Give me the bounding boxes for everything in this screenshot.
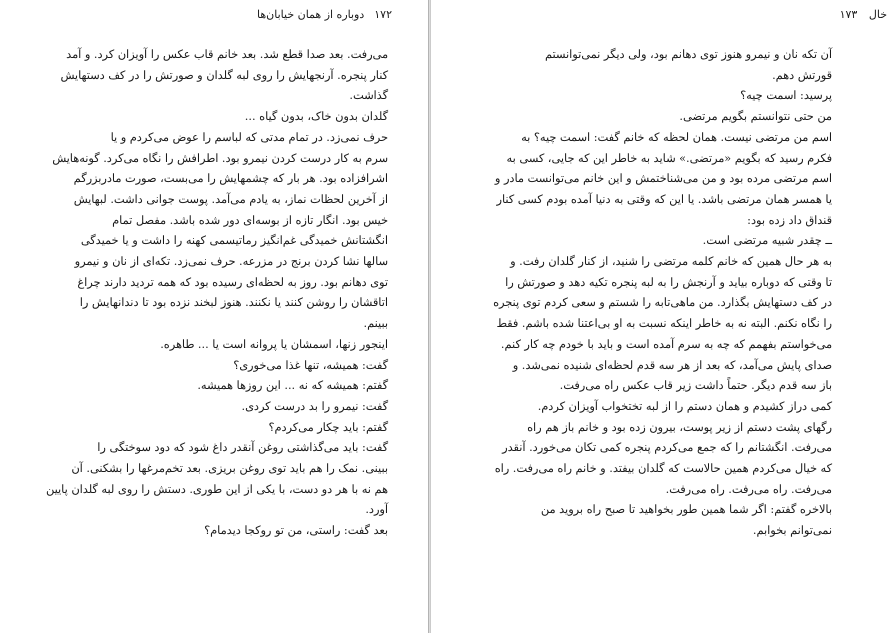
left-page-number: ۱۷۲ [374, 8, 392, 21]
left-page-text: می‌رفت. بعد صدا قطع شد. بعد خانم قاب عکس را آویزان کرد. و آمد کنار پنجره. آرنجهایش را روی لبه گلدان و صورتش را در کف دستهایش گذاشت. گلدان بدون خاک، بدون گیاه ... حرف نمی‌زد. در تمام مدتی که لباسم را عوض می‌کردم و یا سرم به کار درست کردن نیمرو بود. اطرافش را نگاه می‌کرد. گونه‌هایش اشرافزاده بود. هر بار که چشمهایش را می‌بست، صورت مادربزرگم از آخرین لحظات نماز، به یادم می‌آمد. پوست جوانی داشت. لبهایش خیس بود. انگار تازه از بوسه‌ای دور شده باشد. مفصل تمام انگشتانش خمیدگی غم‌انگیز رماتیسمی کهنه را داشت و یا خمیدگی سالها نشا کردن برنج در مزرعه. حرف نمی‌زد. تکه‌ای از نان و نیمرو توی دهانم بود. روز به لحظه‌ای رسیده بود که همه تردید دارند چراغ اتاقشان را روشن کنند یا نکنند. هنوز لبخند نزده بود تا دندانهایش را ببینم. اینجور زنها، اسمشان یا پروانه است یا ... طاهره. گفت: همیشه، تنها غذا می‌خوری؟ گفتم: همیشه که نه ... این روزها همیشه. گفت: نیمرو را بد درست کردی. گفتم: باید چکار می‌کردم؟ گفت: باید می‌گذاشتی روغن آنقدر داغ شود که دود سوختگی را ببینی. نمک را هم باید توی روغن بریزی. بعد تخم‌مرغها را بشکنی. آن هم نه با هر دو دست، با یکی از این طوری. دستش را روی لبه گلدان پایین آورد. بعد گفت: راستی، من تو روکجا دیدمام؟ [46, 48, 388, 538]
right-page-text: آن تکه نان و نیمرو هنوز توی دهانم بود، ولی دیگر نمی‌توانستم قورتش دهم. پرسید: اسمت چیه؟ من حتی نتوانستم بگویم مرتضی. اسم من مرتضی نیست. همان لحظه که خانم گفت: اسمت چیه؟ به فکرم رسید که بگویم «مرتضی.» شاید به خاطر این که جایی، کسی به اسم مرتضی مرده بود و من می‌شناختمش و این خانم می‌توانست مادر و یا همسر همان مرتضی باشد. یا این که وقتی به دنیا آمده بودم کسی کنار قنداق داد زده بود: ــ چقدر شبیه مرتضی است. به هر حال همین که خانم کلمه مرتضی را شنید، از کنار گلدان رفت. و تا وقتی که دوباره بیاید و آرنجش را به لبه پنجره تکیه دهد و صورتش را در کف دستهایش بگذارد. من ماهی‌تابه را شستم و سعی کردم توی پنجره را نگاه نکنم. البته نه به خاطر اینکه نسبت به او بی‌اعتنا شده باشم. فقط می‌خواستم بفهمم که چه به سرم آمده است و باید با خودم چه کار کنم. صدای پایش می‌آمد، که بعد از هر سه قدم لحظه‌ای شنیده نمی‌شد. و باز سه قدم دیگر. حتماً داشت زیر قاب عکس راه می‌رفت. کمی دراز کشیدم و همان دستم را از لبه تختخواب آویزان کردم. رگهای پشت دستم از زیر پوست، بیرون زده بود و خانم باز هم راه می‌رفت. انگشتانم را که جمع می‌کردم پنجره کمی تکان می‌خورد. آنقدر که خیال می‌کردم همین حالاست که گلدان بیفتد. و خانم راه می‌رفت. راه می‌رفت. راه می‌رفت. راه می‌رفت. بالاخره گفتم: اگر شما همین طور بخواهید تا صبح راه بروید من نمی‌توانم بخوابم. [493, 48, 832, 538]
right-page [431, 0, 887, 633]
right-running-title: خال [868, 8, 887, 21]
left-page-header [240, 8, 392, 22]
left-page [0, 0, 428, 633]
right-page-header [487, 8, 887, 22]
left-running-title: دوباره از همان خیابان‌ها [257, 8, 365, 21]
right-page-number: ۱۷۳ [839, 8, 858, 21]
